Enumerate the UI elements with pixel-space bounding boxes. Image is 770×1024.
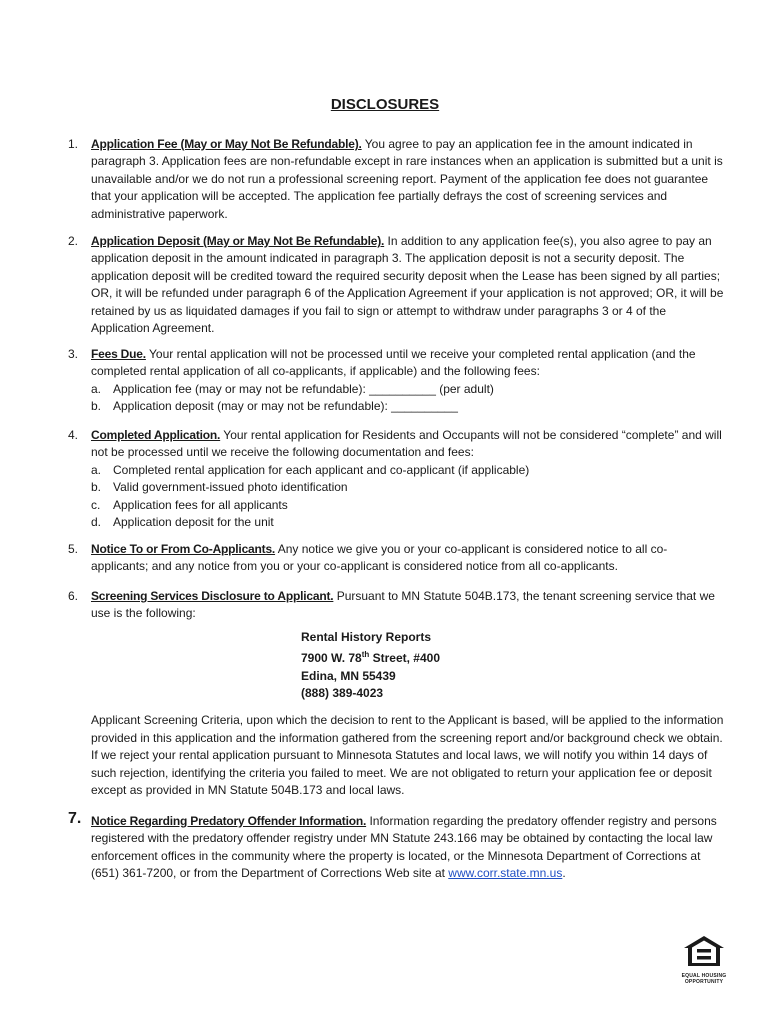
sub-list-item: b. Application deposit (may or may not be refundable): __________	[91, 399, 458, 414]
logo-text-line1: EQUAL HOUSING	[681, 973, 727, 979]
disclosure-item-3	[68, 346, 724, 416]
logo-text-line2: OPPORTUNITY	[684, 979, 724, 985]
item-text: Pursuant to MN Statute 504B.173, the tenant screening service that we use is the following:	[91, 589, 715, 621]
disclosure-item-2	[68, 233, 724, 337]
item-number: 4.	[68, 428, 79, 442]
item-text: Your rental application for Residents and Occupants will not be considered “complete” and will not be processed until we receive the following documentation and fees:	[91, 428, 722, 460]
phone-number: (888) 389-4023	[301, 686, 384, 701]
sub-list-item: c. Application fees for all applicants	[91, 497, 288, 512]
screening-service-address	[301, 629, 724, 703]
sub-list-item: b. Valid government-issued photo identification	[91, 480, 348, 495]
item-heading: Notice Regarding Predatory Offender Information.	[91, 814, 367, 828]
sub-list	[91, 462, 724, 532]
item-number: 5.	[68, 542, 79, 556]
item-number: 3.	[68, 347, 79, 361]
equal-housing-opportunity-logo	[681, 934, 727, 985]
disclosure-item-4	[68, 427, 724, 531]
disclosure-item-1	[68, 136, 724, 223]
sub-list-item: d. Application deposit for the unit	[91, 515, 274, 530]
company-name: Rental History Reports	[301, 629, 432, 644]
sub-list-item: a. Completed rental application for each applicant and co-applicant (if applicable)	[91, 462, 530, 477]
item-number: 1.	[68, 137, 79, 151]
item-heading: Completed Application.	[91, 428, 221, 442]
item-text: Your rental application will not be processed until we receive your completed rental application (and the completed rental application of all co-applicants, if applicable) and the following fees:	[91, 347, 696, 379]
item-heading: Notice To or From Co-Applicants.	[91, 542, 276, 556]
item-heading: Fees Due.	[91, 347, 146, 361]
item-number: 2.	[68, 234, 79, 248]
item-text: Any notice we give you or your co-applicant is considered notice to all co-applicants; and any notice from you or your co-applicant is considered notice from all co-applicants.	[91, 542, 668, 574]
corrections-website-link[interactable]: www.corr.state.mn.us	[448, 866, 563, 881]
disclosure-item-5	[68, 541, 724, 576]
sub-list-item: a. Application fee (may or may not be refundable): __________ (per adult)	[91, 381, 494, 396]
disclosure-item-6	[68, 588, 724, 799]
item-text: Information regarding the predatory offender registry and persons registered with the predatory offender registry under MN Statute 243.166 may be obtained by contacting the local law enforcement offices in the community where the property is located, or the Minnesota Department of Corrections at (651) 361-7200, or from the Department of Corrections Web site at	[91, 814, 717, 881]
page-title: DISCLOSURES	[330, 96, 440, 113]
item-number: 6.	[68, 589, 79, 603]
item-heading: Screening Services Disclosure to Applicant.	[91, 589, 334, 603]
city-state-zip: Edina, MN 55439	[301, 668, 396, 683]
equal-housing-opportunity-icon	[681, 934, 727, 968]
street-address: 7900 W. 78th Street, #400	[301, 650, 440, 666]
item-heading: Application Deposit (May or May Not Be Refundable).	[91, 234, 385, 248]
item-text: You agree to pay an application fee in the amount indicated in paragraph 3. Application fees are non-refundable except in rare instances when an application is submitted but a unit is unavailable and/or we do not run a professional screening report. Payment of the application fee does not guarantee that your application will be accepted. The application fee partially defrays the cost of screening services and administrative paperwork.	[91, 137, 723, 221]
screening-criteria-text: Applicant Screening Criteria, upon which the decision to rent to the Applicant is based, will be applied to the information provided in this application and the information gathered from the screening report and/or background check we obtain. If we reject your rental application pursuant to Minnesota Statutes and local laws, we will notify you within 14 days of such rejection, identifying the criteria you failed to meet. We are not obligated to return your application fee or deposit except as provided in MN Statute 504B.173 and local laws.	[91, 713, 724, 798]
sub-list	[91, 381, 724, 416]
item-number: 7.	[68, 810, 82, 827]
disclosure-item-7: 7. Notice Regarding Predatory Offender Information. Information regarding the predatory offender registry and persons registered with the predatory offender registry under MN Statute 243.166 may be obtained by contacting the local law enforcement offices in the community where the property is located, or the Minnesota Department of Corrections at (651) 361-7200, or from the Department of Corrections Web site at www.corr.state.mn.us.	[68, 810, 717, 881]
item-heading: Application Fee (May or May Not Be Refundable).	[91, 137, 362, 151]
item-text: In addition to any application fee(s), you also agree to pay an application deposit in the amount indicated in paragraph 3. The application deposit is not a security deposit. The application deposit will be credited toward the required security deposit when the Lease has been signed by all parties; OR, it will be refunded under paragraph 6 of the Application Agreement if your application is not approved; OR, it will be retained by us as liquidated damages if you fail to sign or attempt to withdraw under paragraphs 3 or 4 of the Application Agreement.	[91, 234, 724, 336]
